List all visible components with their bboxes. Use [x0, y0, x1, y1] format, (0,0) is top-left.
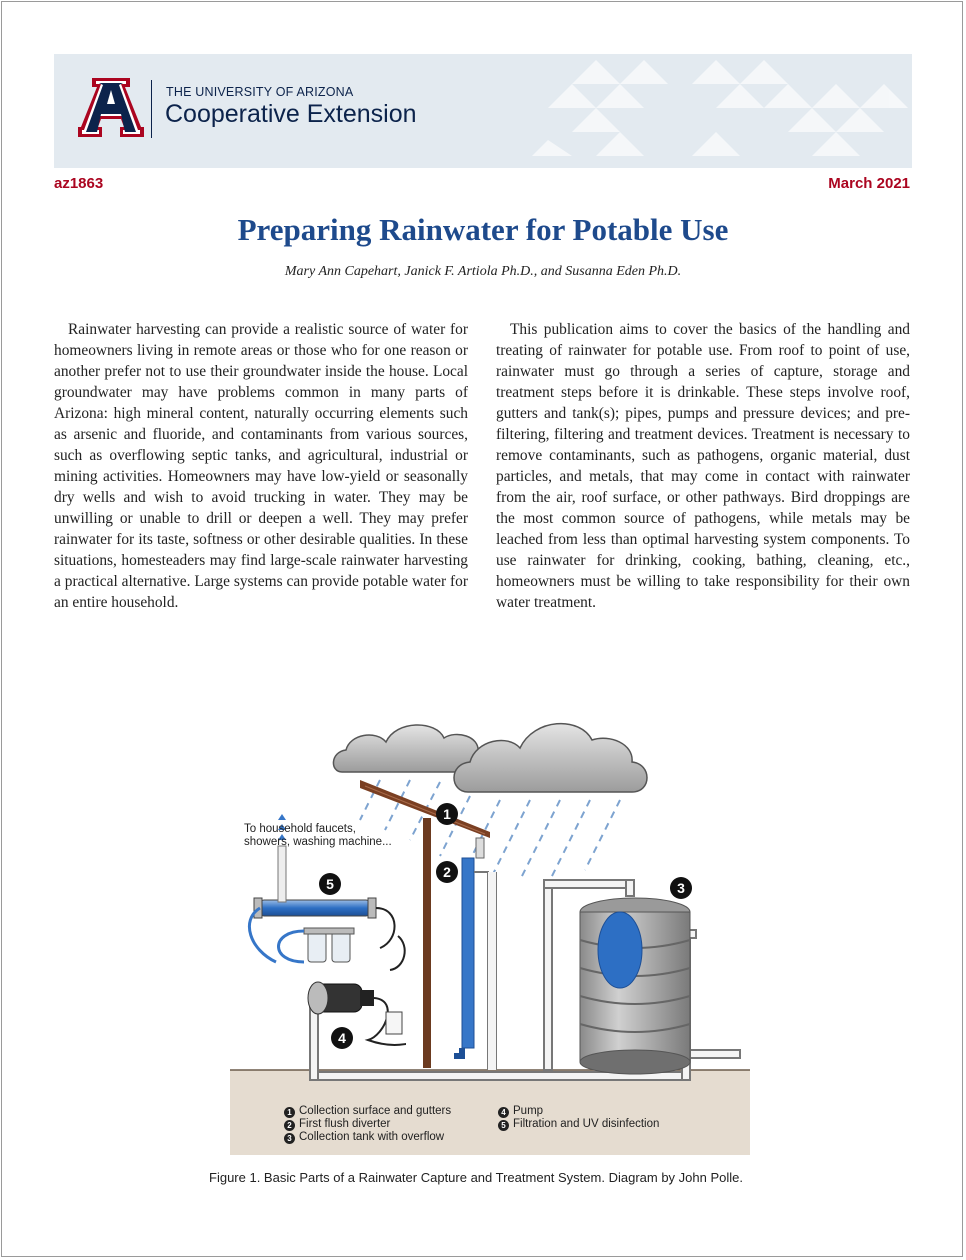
rain-cloud-icon — [333, 724, 647, 792]
publication-id: az1863 — [54, 175, 104, 192]
collection-tank — [580, 898, 690, 1074]
tank-water-window — [598, 912, 642, 988]
legend-item: 5 Filtration and UV disinfection — [498, 1118, 659, 1131]
legend-item: 2 First flush diverter — [284, 1118, 451, 1131]
house-wall — [423, 818, 431, 1068]
svg-text:4: 4 — [338, 1030, 346, 1046]
marker-5 — [319, 873, 341, 895]
marker-4 — [331, 1027, 353, 1049]
marker-2 — [436, 861, 458, 883]
svg-text:3: 3 — [677, 880, 685, 896]
svg-text:1: 1 — [443, 806, 451, 822]
figure-caption: Figure 1. Basic Parts of a Rainwater Capture and Treatment System. Diagram by John Polle. — [209, 1170, 743, 1185]
logo-divider — [151, 80, 152, 138]
legend-item: 4 Pump — [498, 1105, 659, 1118]
faucet-label-2: showers, washing machine... — [244, 836, 392, 848]
paragraph-1: Rainwater harvesting can provide a realistic source of water for homeowners living in remote areas or those who for one reason or another prefer not to use their groundwater inside the house. Local groundwater may have problems common in many parts of Arizona: high mineral content, naturally occurring elements such as arsenic and fluoride, and contaminants from various sources, such as overflowing septic tanks, and agricultural, industrial or mining activities. Homeowners may have low-yield or seasonally dry wells and wish to avoid trucking in water. They may be unwilling or unable to drill or deepen a well. They may prefer rainwater for its taste, softness or other desirable qualities. In these situations, homesteaders may find large-scale rainwater harvesting a practical alternative. Large systems can provide potable water for an entire household. — [54, 321, 468, 611]
outlet-icon — [386, 1012, 402, 1034]
legend-right — [498, 1105, 659, 1131]
legend-item: 3 Collection tank with overflow — [284, 1131, 451, 1144]
rainwater-system-diagram — [200, 700, 770, 1165]
body-column-left — [54, 319, 468, 613]
page-title: Preparing Rainwater for Potable Use — [237, 212, 729, 247]
rain — [360, 780, 620, 880]
triangle-pattern — [532, 54, 912, 168]
diagram-graphic — [200, 700, 770, 1160]
paragraph-2: This publication aims to cover the basics of the handling and treating of rainwater for potable use. From roof to point of use, rainwater must go through a series of capture, storage and treatment steps before it is drinkable. These steps involve roof, gutters and tank(s); pipes, pumps and pressure devices; and pre-filtering, filtering and treatment devices. Treatment is necessary to remove contaminants, such as pathogens, organic material, dust particles, and metals, that may come in contact with rainwater from the air, roof surface, or other pathways. Bird droppings are the most common source of pathogens, while metals may be leached from less than optimal harvesting system components. To use rainwater for drinking, cooking, bathing, cleaning, etc., homeowners must be willing to take responsibility for their own water treatment. — [496, 321, 910, 611]
header-banner — [54, 54, 912, 168]
legend-left — [284, 1105, 451, 1144]
legend-item: 1 Collection surface and gutters — [284, 1105, 451, 1118]
marker-1 — [436, 803, 458, 825]
authors: Mary Ann Capehart, Janick F. Artiola Ph.D., and Susanna Eden Ph.D. — [284, 264, 682, 279]
faucet-label-1: To household faucets, — [244, 823, 356, 835]
cartridge-filters-icon — [304, 928, 354, 962]
body-column-right — [496, 319, 910, 613]
first-flush-pipe — [462, 858, 474, 1048]
publication-date: March 2021 — [828, 175, 910, 192]
marker-3 — [670, 877, 692, 899]
svg-text:2: 2 — [443, 864, 451, 880]
unit-name: Cooperative Extension — [165, 100, 417, 128]
svg-text:5: 5 — [326, 876, 334, 892]
university-name: THE UNIVERSITY OF ARIZONA — [166, 85, 354, 99]
university-logo-icon — [78, 78, 144, 138]
